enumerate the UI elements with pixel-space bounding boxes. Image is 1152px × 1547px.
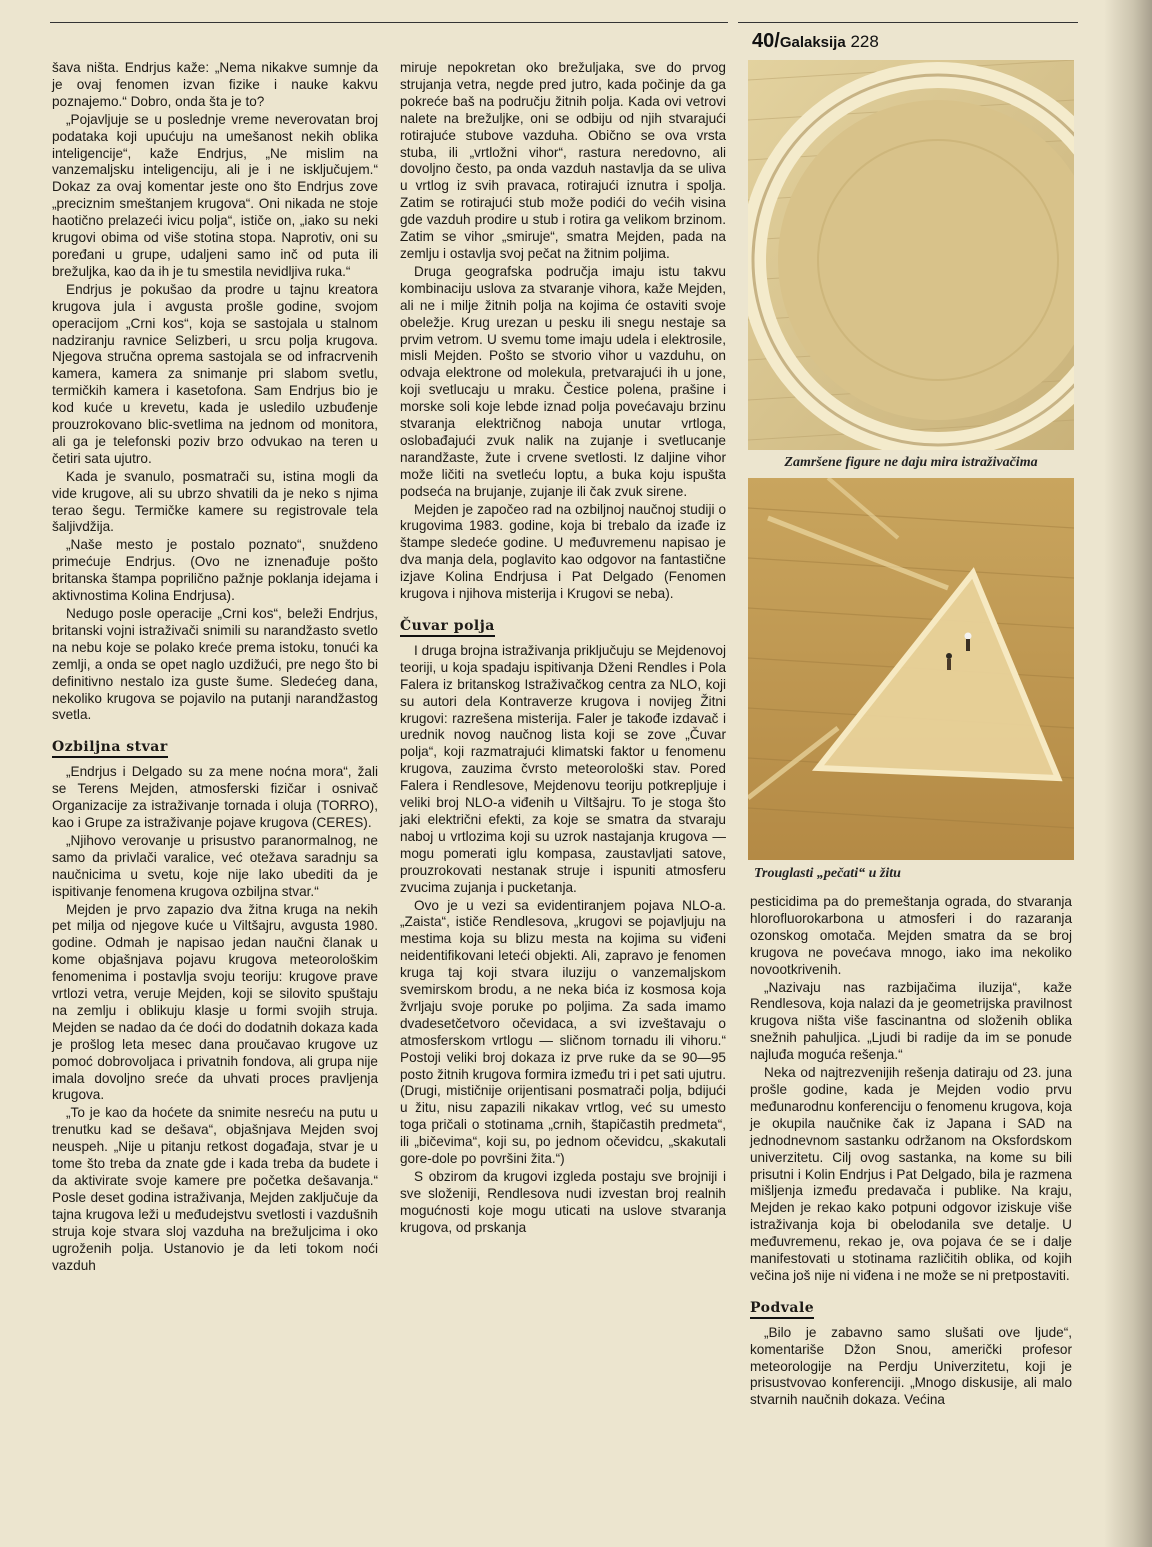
page-edge-shadow [1104,0,1152,1547]
paragraph: S obzirom da krugovi izgleda postaju sve brojniji i sve složeniji, Rendlesova nudi izvestan broj realnih mogućnosti koje mogu uticati na uslove stvaranja krugova, od prskanja [400,1169,726,1235]
section-heading: Ozbiljna stvar [52,739,168,758]
paragraph: šava ništa. Endrjus kaže: „Nema nikakve sumnje da je ovaj fenomen izvan fizike i nauke kakvu poznajemo.“ Dobro, onda šta je to? [52,60,378,109]
column-middle [400,60,726,1238]
photo-crop-circle [748,60,1074,450]
paragraph: Mejden je prvo zapazio dva žitna kruga na nekih pet milja od njegove kuće u Viltšajru, avgusta 1980. godine. Odmah je napisao jedan naučni članak u kome objašnjava pojavu krugova meteorološkim fenomenima i postavlja svoju teoriju: krugove prave vrtlozi vetra, veruje Mejden, koji se silovito spuštaju na zemlju i oblikuju klasje u formi svojih struja. Mejden se nadao da će doći do dodatnih dokaza kada je prošlog leta mesec dana proučavao krugove uz pomoć dobrovoljaca i privatnih fondova, ali grupa nije imala dovoljno sreće da uhvati proces pravljenja krugova. [52,901,378,1103]
paragraph: miruje nepokretan oko brežuljaka, sve do prvog strujanja vetra, negde pred jutro, kada počinje da ga pokreće baš na području žitnih polja. Kada ovi vetrovi nalete na brežuljke, oni se odbiju od njih stvarajući rotirajuće stubove vazduha. Obično se ova vrsta stuba, ili „vrtložni vihor“, rastura neredovno, ali dovoljno često, pa onda vazduh nastavlja da se uliva u vrtlog iz svih pravaca, rotirajući iznutra i spolja. Zatim se rotirajući stub može podići do većih visina gde vazduh prodire u stub i rotira ga velikom brzinom. Zatim se vihor „smiruje“, smatra Mejden, pada na zemlju i ostavlja svoj pečat na žitnim poljima. [400,60,726,261]
paragraph: I druga brojna istraživanja priključuju se Mejdenovoj teoriji, u koja spadaju ispitivanja Dženi Rendles i Pola Falera iz britanskog Istraživačkog centra za NLO, koji su autori dela Kontraverze krugova i novijeg Žitni krugovi: razrešena misterija. Faler je takođe izdavač i urednik novog naučnog lista koji se zove „Čuvar polja“, koji razmatrajući klimatski faktor u fenomenu krugova, zauzima čvrsto meteorološki stav. Pored Falera i Rendlesove, Mejdenovu teoriju potkrepljuje i veliki broj NLO-a viđenih u Viltšajru. To je stoga što jaki električni efekti, za koje se smatra da stvaraju naboj u vrtlozima koji su uzrok nastajanja krugova — mogu pomerati iglu kompasa, zaustavljati satove, prouzrokovati nestanak struje i ispuniti atmosferu zvucima zujanja i pucketanja. [400,642,726,895]
paragraph: Mejden je započeo rad na ozbiljnoj naučnoj studiji o krugovima 1983. godine, koja bi trebalo da izađe iz štampe sledeće godine. U međuvremenu napisao je dva manja dela, poglavito kao odgovor na fantastične izjave Kolina Endrjusa i Pat Delgado (Fenomen krugova i njihova misterija i Krugovi se neba). [400,501,726,602]
magazine-name: Galaksija [779,34,846,51]
paragraph: Kada je svanulo, posmatrači su, istina mogli da vide krugove, ali su ubrzo shvatili da je neko s njima terao šegu. Termičke kamere su registrovale tela šaljivdžija. [52,468,378,535]
top-rule [50,22,728,23]
paragraph: „Endrjus i Delgado su za mene noćna mora“, žali se Terens Mejden, atmosferski fizičar i osnivač Organizacije za istraživanje tornada i oluja (TORRO), kao i Grupe za istraživanje pojave krugova (CERES). [52,764,378,830]
page-header: 40/Galaksija 228 [752,30,879,52]
photo-triangle-formation [748,478,1074,860]
column-right [750,894,1072,1410]
paragraph: „Njihovo verovanje u prisustvo paranormalnog, ne samo da privlači varalice, već otežava saradnju sa naučnicima u svetu, koje nije lako ubediti da je ispitivanje fenomena krugova ozbiljna stvar.“ [52,832,378,899]
paragraph: „Bilo je zabavno samo slušati ove ljude“, komentariše Džon Snou, američki profesor meteorologije na Perdju Univerzitetu, koji je prisustvovao konferenciji. „Mnogo diskusije, ali malo stvarnih naučnih dokaza. Većina [750,1324,1072,1408]
paragraph: „Nazivaju nas razbijačima iluzija“, kaže Rendlesova, koja nalazi da je geometrijska pravilnost krugova ništa više fascinantna od složenih oblika snežnih pahuljica. „Ljudi bi radije da im se ponude najluđa moguća rešenja.“ [750,979,1072,1063]
paragraph: Ovo je u vezi sa evidentiranjem pojava NLO-a. „Zaista“, ističe Rendlesova, „krugovi se pojavljuju na mestima koja su blizu mesta na kojima su viđeni neidentifikovani leteći objekti. Ali, zapravo je fenomen kruga taj koji stvara iluziju o vanzemaljskom svemirskom brodu, a ne neka bića iz kosmosa koja žvrljaju svoje poruke po poljima. Za sada imamo dvadesetčetvoro očevidaca, a svi izveštavaju o atmosferskom vrtlogu — sličnom tornadu ili vihoru.“ Postoji veliki broj dokaza iz prve ruke da se 90—95 posto žitnih krugova formira između tri i pet sati ujutru. (Drugi, mističnije orijentisani posmatrači polja, bdijući u žitu, nisu zapazili nikakav vrtlog, već su umesto toga pričali o stotinama „crnih, štapičastih predmeta“, ili „bičevima“, koji su, po jednom očevidcu, „skakutali gore-dole po površini žita.“) [400,897,726,1167]
paragraph: Nedugo posle operacije „Crni kos“, beleži Endrjus, britanski vojni istraživači snimili su narandžasto svetlo na nebu koje se polako kreće prema istoku, tonući ka zemlji, a onda se opet naglo uzdižući, pre nego što bi definitivno nestalo iza guste šume. Sledećeg dana, nekoliko krugova se pojavilo na putanji narandžastog svetla. [52,606,378,723]
photo-caption-1: Zamršene figure ne daju mira istraživačima [784,455,1038,470]
paragraph: „Pojavljuje se u poslednje vreme neverovatan broj podataka koji upućuju na umešanost nekih oblika inteligencije“, kaže Endrjus, „Ne mislim na vanzemaljsku inteligenciju, ali je i ne isključujem.“ Dokaz za ovaj komentar jeste ono što Endrjus zove „preciznim smeštanjem krugova“. Oni nikada ne stoje haotično prelazeći ivicu polja“, ističe on, „iako su neki krugovi obima od više stotina stopa. Naprotiv, oni su poređani u grupe, udaljeni samo inč od puta ili brežuljka, kao da ih je tu smestila nevidljiva ruka.“ [52,111,378,279]
paragraph: „Naše mesto je postalo poznato“, snuždeno primećuje Endrjus. (Ovo ne iznenađuje pošto britanska štampa poprilično pažnje poklanja idejama i aktivnostima Kolina Endrjusa). [52,537,378,604]
paragraph: Neka od najtrezvenijih rešenja datiraju od 23. juna prošle godine, kada je Mejden vodio prvu međunarodnu konferenciju o fenomenu krugova, koja je okupila naučnike čak iz Japana i SAD na jednodnevnom sastanku održanom na Oksfordskom univerzitetu. Cilj ovog sastanka, na kome su bili prisutni i Kolin Endrjus i Pat Delgado, bila je razmena mišljenja između predavača i publike. Na kraju, Mejden je rekao kako potpuni odgovor iziskuje više istraživanja koja bi obelodanila sve detalje. U međuvremenu, rekao je, ova pojava će se i dalje manifestovati u stotinama različitih oblika, od kojih večina još nije ni viđena i ne može se ni pretpostaviti. [750,1065,1072,1283]
section-heading: Podvale [750,1300,814,1319]
section-heading: Čuvar polja [400,618,495,637]
column-left [52,60,378,1275]
issue-number: 228 [850,32,879,51]
paragraph: Druga geografska područja imaju istu takvu kombinaciju uslova za stvaranje vihora, kaže Mejden, ali ne i milje žitnih polja na kojima će ostaviti svoje obeležje. Krug urezan u pesku ili snegu nestaje sa prvim vetrom. U svemu tome imaju udela i elektrosile, misli Mejden. Pošto se stvorio vihor u vazduhu, on odvaja elektrone od molekula, pretvarajući ih u jone, koji svetlucaju u mraku. Čestice polena, prašine i morske soli koje lebde iznad polja povećavaju brzinu stvaranja električnog naboja unutar vrtloga, oslobađajući zvuk nalik na zujanje i svetlucanje narandžaste, žute i crvene svetlosti. Iz daljine vihor može ličiti na svetleću loptu, a buka koju ispušta podseća na brujanje, zujanje ili čak zvuk sirene. [400,263,726,499]
page-number: 40 [752,30,775,52]
top-rule-right [738,22,1078,23]
paragraph: pesticidima pa do premeštanja ograda, do stvaranja hlorofluorokarbona u atmosferi i do razaranja ozonskog omotača. Mejden smatra da se broj krugova ne povećava mnogo, iako ima nekoliko novootkrivenih. [750,894,1072,977]
paragraph: „To je kao da hoćete da snimite nesreću na putu u trenutku kad se dešava“, objašnjava Mejden svoj neuspeh. „Nije u pitanju retkost događaja, stvar je u tome što treba da znate gde i kada treba da budete i da aktivirate svoje kamere pre početka dešavanja.“ Posle deset godina istraživanja, Mejden zaključuje da tajna krugova leži u međudejstvu svetlosti i vazdušnih struja koje stvara sloj vazduha na brežuljcima i oko ugroženih polja. Ustanovio je da leti tokom noći vazduh [52,1105,378,1273]
paragraph: Endrjus je pokušao da prodre u tajnu kreatora krugova jula i avgusta prošle godine, svojom operacijom „Crni kos“, koja se sastojala u stalnom nadziranju ravnice Selizberi, u srcu polja krugova. Njegova stručna oprema sastojala se od infracrvenih kamera, kamera za snimanje pri slabom svetlu, termičkih kamera i kasetofona. Sam Endrjus bio je kod kuće u krevetu, kada je usledilo uzbuđenje prouzrokovano blic-svetlima na jednom od monitora, ali ga je telefonski poziv brzo odvukao na teren u četiri sata ujutro. [52,281,378,466]
photo-caption-2: Trouglasti „pečati“ u žitu [754,866,901,881]
